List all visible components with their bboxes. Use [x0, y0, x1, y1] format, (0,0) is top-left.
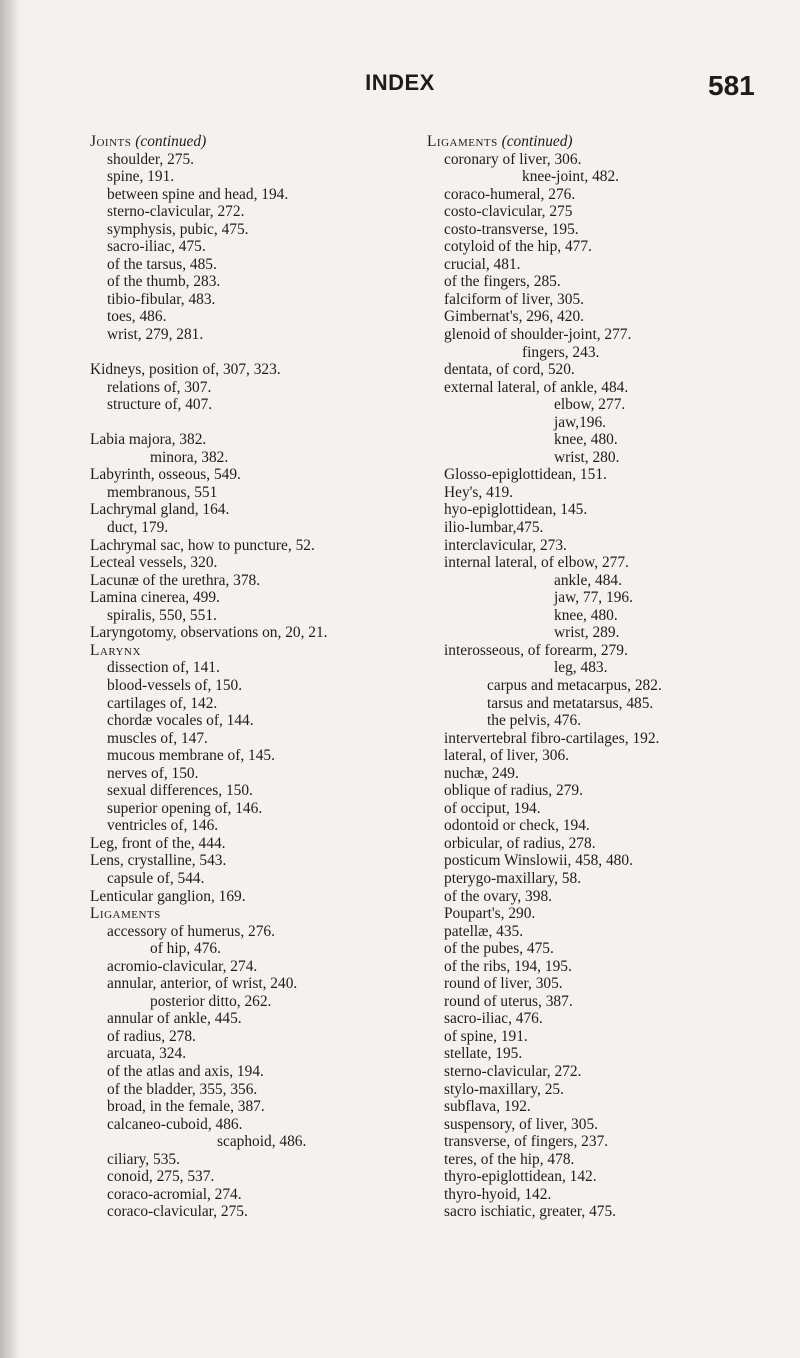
- index-subentry: coraco-clavicular, 275.: [107, 1203, 248, 1221]
- index-subentry: sexual differences, 150.: [107, 782, 253, 800]
- index-subentry: fingers, 243.: [522, 343, 600, 361]
- index-subentry: knee, 480.: [554, 431, 618, 449]
- index-subentry: capsule of, 544.: [107, 869, 205, 887]
- index-subentry: symphysis, pubic, 475.: [107, 220, 249, 238]
- index-subentry: of radius, 278.: [107, 1027, 196, 1045]
- index-heading: [427, 133, 772, 151]
- index-subentry: tibio-fibular, 483.: [107, 290, 216, 308]
- index-subentry: posterior ditto, 262.: [150, 992, 272, 1010]
- index-subentry: coraco-humeral, 276.: [444, 185, 576, 203]
- index-subentry: coronary of liver, 306.: [444, 150, 582, 168]
- index-entry: Lachrymal sac, how to puncture, 52.: [90, 536, 315, 554]
- index-subentry: blood-vessels of, 150.: [107, 676, 243, 694]
- index-subentry: leg, 483.: [554, 659, 608, 677]
- index-subentry: round of uterus, 387.: [444, 992, 573, 1010]
- index-entry: Lamina cinerea, 499.: [90, 589, 220, 607]
- index-subentry: membranous, 551: [107, 483, 218, 501]
- index-subentry: orbicular, of radius, 278.: [444, 834, 596, 852]
- index-subentry: Poupart's, 290.: [444, 905, 536, 923]
- index-subentry: oblique of radius, 279.: [444, 782, 583, 800]
- index-heading: [90, 642, 420, 660]
- index-subentry: minora, 382.: [150, 448, 229, 466]
- index-subentry: nerves of, 150.: [107, 764, 199, 782]
- index-subentry: wrist, 289.: [554, 624, 620, 642]
- index-entry: Kidneys, position of, 307, 323.: [90, 361, 281, 379]
- index-subentry: shoulder, 275.: [107, 150, 195, 168]
- continued-note: (continued): [135, 133, 207, 150]
- index-subentry: costo-clavicular, 275: [444, 203, 573, 221]
- index-subentry: sacro-iliac, 475.: [107, 238, 206, 256]
- index-subentry: ilio-lumbar,475.: [444, 519, 544, 537]
- index-subentry: hyo-epiglottidean, 145.: [444, 501, 588, 519]
- index-subentry: of occiput, 194.: [444, 799, 541, 817]
- index-subentry: annular, anterior, of wrist, 240.: [107, 975, 298, 993]
- index-subentry: of the atlas and axis, 194.: [107, 1062, 264, 1080]
- index-subentry: mucous membrane of, 145.: [107, 747, 275, 765]
- index-subentry: sacro ischiatic, greater, 475.: [444, 1203, 617, 1221]
- index-heading-label: Ligaments: [90, 905, 161, 923]
- index-subentry: of the fingers, 285.: [444, 273, 561, 291]
- index-subentry: sterno-clavicular, 272.: [107, 203, 245, 221]
- index-entry: Labyrinth, osseous, 549.: [90, 466, 241, 484]
- index-subentry: thyro-hyoid, 142.: [444, 1185, 552, 1203]
- index-subentry: carpus and metacarpus, 282.: [487, 676, 662, 694]
- index-subentry: odontoid or check, 194.: [444, 817, 590, 835]
- index-subentry: elbow, 277.: [554, 396, 626, 414]
- index-subentry: round of liver, 305.: [444, 975, 563, 993]
- index-subentry: interclavicular, 273.: [444, 536, 567, 554]
- index-subentry: thyro-epiglottidean, 142.: [444, 1168, 597, 1186]
- index-subentry: scaphoid, 486.: [217, 1133, 307, 1151]
- index-subentry: conoid, 275, 537.: [107, 1168, 215, 1186]
- index-subentry: wrist, 280.: [554, 448, 620, 466]
- index-subentry: of the tarsus, 485.: [107, 255, 217, 273]
- index-subentry: superior opening of, 146.: [107, 799, 263, 817]
- index-subentry: teres, of the hip, 478.: [444, 1150, 575, 1168]
- index-subentry: broad, in the female, 387.: [107, 1098, 265, 1116]
- entry-spacer: [90, 414, 420, 432]
- index-subentry: sterno-clavicular, 272.: [444, 1062, 582, 1080]
- index-subentry: lateral, of liver, 306.: [444, 747, 570, 765]
- index-subentry: intervertebral fibro-cartilages, 192.: [444, 729, 660, 747]
- index-subentry: accessory of humerus, 276.: [107, 922, 275, 940]
- index-subentry: chordæ vocales of, 144.: [107, 712, 254, 730]
- index-subentry: sacro-iliac, 476.: [444, 1010, 543, 1028]
- index-subentry: of spine, 191.: [444, 1027, 528, 1045]
- index-subentry: cotyloid of the hip, 477.: [444, 238, 592, 256]
- index-subentry: the pelvis, 476.: [487, 712, 582, 730]
- index-subentry: coraco-acromial, 274.: [107, 1185, 242, 1203]
- index-subentry: suspensory, of liver, 305.: [444, 1115, 598, 1133]
- page-number: 581: [708, 70, 755, 101]
- index-subentry: nuchæ, 249.: [444, 764, 519, 782]
- index-subentry: stellate, 195.: [444, 1045, 523, 1063]
- index-subentry: patellæ, 435.: [444, 922, 524, 940]
- index-subentry: annular of ankle, 445.: [107, 1010, 242, 1028]
- index-subentry: duct, 179.: [107, 519, 169, 537]
- entry-spacer: [90, 344, 420, 362]
- index-column-right: [427, 133, 772, 1221]
- page-binding-edge: [0, 0, 20, 1358]
- index-subentry: ventricles of, 146.: [107, 817, 219, 835]
- index-subentry: calcaneo-cuboid, 486.: [107, 1115, 243, 1133]
- index-subentry: interosseous, of forearm, 279.: [444, 641, 628, 659]
- index-subentry: ciliary, 535.: [107, 1150, 180, 1168]
- index-subentry: Hey's, 419.: [444, 483, 514, 501]
- index-subentry: of the pubes, 475.: [444, 940, 554, 958]
- index-subentry: Gimbernat's, 296, 420.: [444, 308, 584, 326]
- index-subentry: glenoid of shoulder-joint, 277.: [444, 326, 632, 344]
- index-subentry: relations of, 307.: [107, 378, 212, 396]
- index-subentry: falciform of liver, 305.: [444, 290, 584, 308]
- index-entry: Lenticular ganglion, 169.: [90, 887, 246, 905]
- index-entry: Leg, front of the, 444.: [90, 834, 226, 852]
- index-heading-label: Larynx: [90, 641, 141, 659]
- index-heading: [90, 133, 420, 151]
- index-subentry: spiralis, 550, 551.: [107, 606, 217, 624]
- index-subentry: arcuata, 324.: [107, 1045, 187, 1063]
- index-column-left: [90, 133, 420, 1221]
- index-subentry: pterygo-maxillary, 58.: [444, 869, 582, 887]
- index-subentry: toes, 486.: [107, 308, 167, 326]
- index-subentry: knee, 480.: [554, 606, 618, 624]
- index-entry: Laryngotomy, observations on, 20, 21.: [90, 624, 328, 642]
- index-subentry: internal lateral, of elbow, 277.: [444, 554, 629, 572]
- index-subentry: transverse, of fingers, 237.: [444, 1133, 609, 1151]
- index-heading-label: Ligaments: [427, 133, 498, 150]
- index-entry: Labia majora, 382.: [90, 431, 207, 449]
- index-subentry: muscles of, 147.: [107, 729, 208, 747]
- index-subentry: subflava, 192.: [444, 1098, 531, 1116]
- index-subentry: jaw,196.: [554, 413, 607, 431]
- continued-note: (continued): [501, 133, 573, 150]
- index-entry: Lens, crystalline, 543.: [90, 852, 227, 870]
- index-subentry: costo-transverse, 195.: [444, 220, 579, 238]
- index-subentry: jaw, 77, 196.: [554, 589, 633, 607]
- index-subentry: wrist, 279, 281.: [107, 326, 204, 344]
- index-subentry: of the ribs, 194, 195.: [444, 957, 572, 975]
- index-subentry: ankle, 484.: [554, 571, 622, 589]
- index-subentry: spine, 191.: [107, 168, 175, 186]
- index-subentry: crucial, 481.: [444, 255, 521, 273]
- index-subentry: stylo-maxillary, 25.: [444, 1080, 564, 1098]
- index-subentry: structure of, 407.: [107, 396, 213, 414]
- index-subentry: Glosso-epiglottidean, 151.: [444, 466, 607, 484]
- index-entry: Lachrymal gland, 164.: [90, 501, 230, 519]
- index-subentry: dissection of, 141.: [107, 659, 220, 677]
- index-subentry: acromio-clavicular, 274.: [107, 957, 258, 975]
- index-heading-label: Joints: [90, 133, 132, 150]
- index-subentry: posticum Winslowii, 458, 480.: [444, 852, 633, 870]
- index-subentry: cartilages of, 142.: [107, 694, 218, 712]
- index-subentry: external lateral, of ankle, 484.: [444, 378, 629, 396]
- index-subentry: of hip, 476.: [150, 940, 221, 958]
- index-subentry: knee-joint, 482.: [522, 168, 620, 186]
- index-entry: Lacunæ of the urethra, 378.: [90, 571, 261, 589]
- index-subentry: between spine and head, 194.: [107, 185, 289, 203]
- index-heading: [90, 905, 420, 923]
- index-entry: Lecteal vessels, 320.: [90, 554, 218, 572]
- index-subentry: tarsus and metatarsus, 485.: [487, 694, 654, 712]
- index-subentry: of the bladder, 355, 356.: [107, 1080, 258, 1098]
- index-subentry: of the thumb, 283.: [107, 273, 221, 291]
- running-header-title: INDEX: [365, 70, 435, 95]
- index-subentry: dentata, of cord, 520.: [444, 361, 575, 379]
- index-subentry: of the ovary, 398.: [444, 887, 552, 905]
